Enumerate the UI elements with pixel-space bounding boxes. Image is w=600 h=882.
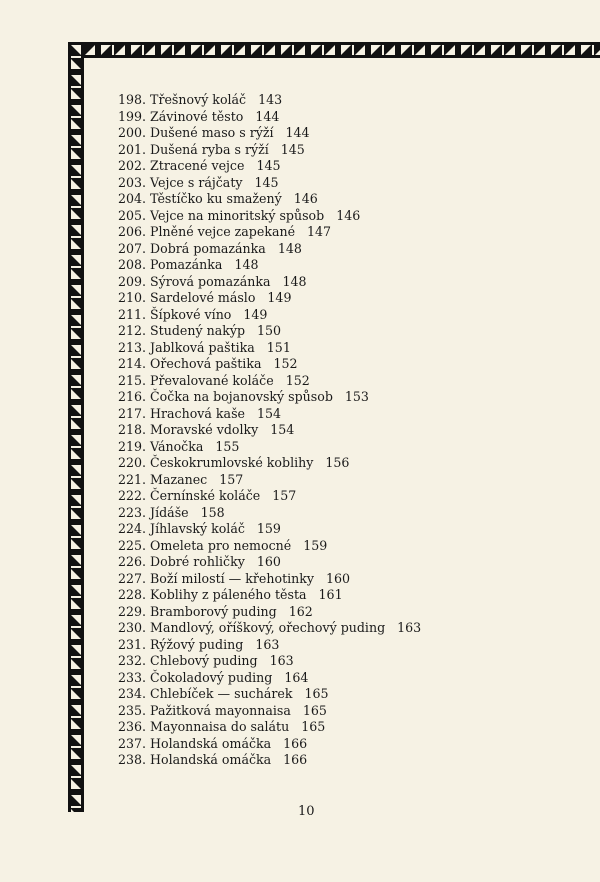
entry-page: 158 [200, 504, 225, 520]
entry-number: 201. [118, 141, 147, 157]
toc-entry [118, 455, 421, 472]
entry-title: Studený nakýp [150, 323, 246, 338]
entry-title: Dušené maso s rýží [150, 125, 274, 140]
toc-entry [118, 752, 421, 769]
toc-entry [118, 142, 421, 159]
entry-title: Vejce s rájčaty [150, 174, 243, 190]
entry-page: 154 [270, 422, 295, 437]
entry-title: Ořechová paštika [150, 356, 262, 371]
toc-entry [118, 290, 421, 307]
toc-entry [118, 670, 421, 687]
entry-page: 155 [215, 438, 240, 454]
entry-page: 151 [266, 339, 291, 355]
entry-number: 215. [118, 372, 147, 388]
entry-number: 207. [118, 240, 147, 256]
toc-entry [118, 686, 421, 703]
entry-title: Bramborový puding [150, 603, 277, 619]
entry-number: 203. [118, 174, 147, 190]
toc-entry [118, 356, 421, 373]
entry-page: 147 [307, 224, 332, 239]
entry-page: 165 [301, 719, 326, 734]
toc-entry [118, 653, 421, 670]
entry-title: Českokrumlovské koblihy [150, 455, 314, 470]
entry-number: 238. [118, 752, 147, 767]
entry-title: Omeleta pro nemocné [150, 537, 292, 553]
entry-page: 156 [325, 455, 350, 470]
entry-title: Pomazánka [150, 257, 223, 272]
toc-entry [118, 637, 421, 654]
toc-entry [118, 274, 421, 291]
entry-page: 157 [272, 488, 297, 503]
entry-title: Chlebový puding [150, 653, 258, 668]
entry-title: Sardelové máslo [150, 290, 256, 305]
entry-page: 166 [283, 752, 308, 767]
toc-entry [118, 703, 421, 720]
toc-entry [118, 373, 421, 390]
entry-title: Těstíčko ku smažený [150, 191, 282, 206]
entry-title: Závinové těsto [150, 108, 244, 124]
toc-entry [118, 340, 421, 357]
entry-number: 223. [118, 504, 147, 520]
entry-title: Jíhlavský koláč [150, 521, 245, 536]
entry-title: Jídáše [150, 504, 189, 520]
entry-page: 144 [285, 125, 310, 140]
toc-entry [118, 92, 421, 109]
entry-number: 224. [118, 521, 147, 536]
toc-entry [118, 521, 421, 538]
entry-number: 221. [118, 471, 147, 487]
toc-entry [118, 538, 421, 555]
toc-entry [118, 389, 421, 406]
entry-number: 212. [118, 323, 147, 338]
entry-page: 164 [284, 669, 309, 685]
entry-title: Jablková paštika [150, 339, 255, 355]
entry-page: 162 [288, 603, 313, 619]
entry-page: 165 [302, 702, 327, 718]
entry-number: 213. [118, 339, 147, 355]
entry-page: 159 [256, 521, 281, 536]
toc-entry [118, 257, 421, 274]
entry-page: 148 [234, 257, 259, 272]
entry-title: Převalované koláče [150, 372, 274, 388]
entry-title: Čokoladový puding [150, 669, 273, 685]
entry-number: 198. [118, 92, 147, 107]
toc-entry [118, 554, 421, 571]
entry-number: 208. [118, 257, 147, 272]
entry-number: 204. [118, 191, 147, 206]
entry-page: 148 [282, 273, 307, 289]
toc-entry [118, 109, 421, 126]
entry-number: 226. [118, 554, 147, 569]
table-of-contents [118, 92, 421, 769]
entry-number: 202. [118, 158, 147, 173]
entry-number: 209. [118, 273, 147, 289]
entry-page: 148 [277, 240, 302, 256]
entry-title: Vejce na minoritský spůsob [150, 207, 325, 223]
entry-number: 200. [118, 125, 147, 140]
entry-page: 166 [283, 735, 308, 751]
toc-entry [118, 488, 421, 505]
toc-entry [118, 472, 421, 489]
entry-number: 225. [118, 537, 147, 553]
entry-page: 145 [256, 158, 281, 173]
toc-entry [118, 422, 421, 439]
toc-entry [118, 505, 421, 522]
toc-entry [118, 175, 421, 192]
entry-page: 163 [269, 653, 294, 668]
entry-number: 229. [118, 603, 147, 619]
entry-number: 236. [118, 719, 147, 734]
entry-title: Třešnový koláč [150, 92, 247, 107]
entry-page: 145 [280, 141, 305, 157]
toc-entry [118, 620, 421, 637]
entry-title: Dobré rohličky [150, 554, 245, 569]
entry-page: 161 [318, 587, 343, 602]
entry-number: 205. [118, 207, 147, 223]
entry-number: 217. [118, 405, 147, 421]
entry-title: Chlebíček — suchárek [150, 686, 293, 701]
toc-entry [118, 125, 421, 142]
entry-page: 145 [254, 174, 279, 190]
entry-title: Plněné vejce zapekané [150, 224, 296, 239]
entry-number: 232. [118, 653, 147, 668]
entry-number: 219. [118, 438, 147, 454]
entry-number: 220. [118, 455, 147, 470]
toc-entry [118, 323, 421, 340]
entry-page: 152 [273, 356, 298, 371]
entry-title: Holandská omáčka [150, 735, 272, 751]
entry-title: Vánočka [150, 438, 204, 454]
toc-entry [118, 191, 421, 208]
toc-entry [118, 604, 421, 621]
entry-page: 146 [336, 207, 361, 223]
decorative-border-top [68, 42, 600, 58]
entry-title: Šípkové víno [150, 306, 232, 322]
entry-number: 218. [118, 422, 147, 437]
decorative-border-left [68, 42, 84, 812]
entry-title: Mayonnaisa do salátu [150, 719, 290, 734]
entry-page: 163 [255, 636, 280, 652]
toc-entry [118, 439, 421, 456]
entry-number: 214. [118, 356, 147, 371]
entry-page: 160 [326, 570, 351, 586]
entry-title: Mazanec [150, 471, 208, 487]
entry-page: 165 [304, 686, 329, 701]
entry-page: 163 [397, 620, 422, 635]
toc-entry [118, 208, 421, 225]
entry-number: 210. [118, 290, 147, 305]
entry-title: Mandlový, oříškový, ořechový puding [150, 620, 386, 635]
entry-page: 160 [256, 554, 281, 569]
entry-title: Moravské vdolky [150, 422, 259, 437]
entry-number: 211. [118, 306, 147, 322]
entry-page: 149 [267, 290, 292, 305]
entry-number: 199. [118, 108, 147, 124]
entry-number: 237. [118, 735, 147, 751]
toc-entry [118, 406, 421, 423]
entry-title: Pažitková mayonnaisa [150, 702, 291, 718]
entry-number: 230. [118, 620, 147, 635]
entry-page: 159 [303, 537, 328, 553]
entry-title: Holandská omáčka [150, 752, 272, 767]
entry-number: 206. [118, 224, 147, 239]
entry-title: Dušená ryba s rýží [150, 141, 269, 157]
toc-entry [118, 719, 421, 736]
entry-title: Černínské koláče [150, 488, 261, 503]
entry-page: 150 [257, 323, 282, 338]
entry-page: 157 [219, 471, 244, 487]
entry-title: Boží milostí — křehotinky [150, 570, 315, 586]
entry-number: 231. [118, 636, 147, 652]
entry-number: 228. [118, 587, 147, 602]
entry-number: 233. [118, 669, 147, 685]
entry-number: 227. [118, 570, 147, 586]
entry-page: 146 [293, 191, 318, 206]
toc-entry [118, 307, 421, 324]
entry-number: 235. [118, 702, 147, 718]
entry-title: Dobrá pomazánka [150, 240, 266, 256]
entry-page: 152 [285, 372, 310, 388]
entry-page: 154 [257, 405, 282, 421]
entry-page: 149 [243, 306, 268, 322]
entry-title: Rýžový puding [150, 636, 244, 652]
entry-title: Hrachová kaše [150, 405, 245, 421]
entry-title: Ztracené vejce [150, 158, 245, 173]
entry-title: Čočka na bojanovský spůsob [150, 389, 333, 404]
entry-page: 144 [255, 108, 280, 124]
toc-entry [118, 587, 421, 604]
entry-number: 234. [118, 686, 147, 701]
toc-entry [118, 736, 421, 753]
entry-title: Koblihy z páleného těsta [150, 587, 307, 602]
toc-entry [118, 571, 421, 588]
toc-entry [118, 224, 421, 241]
entry-title: Sýrová pomazánka [150, 273, 271, 289]
entry-number: 216. [118, 389, 147, 404]
entry-page: 153 [344, 389, 369, 404]
page-number: 10 [298, 804, 315, 819]
toc-entry [118, 158, 421, 175]
entry-number: 222. [118, 488, 147, 503]
toc-entry [118, 241, 421, 258]
entry-page: 143 [258, 92, 283, 107]
